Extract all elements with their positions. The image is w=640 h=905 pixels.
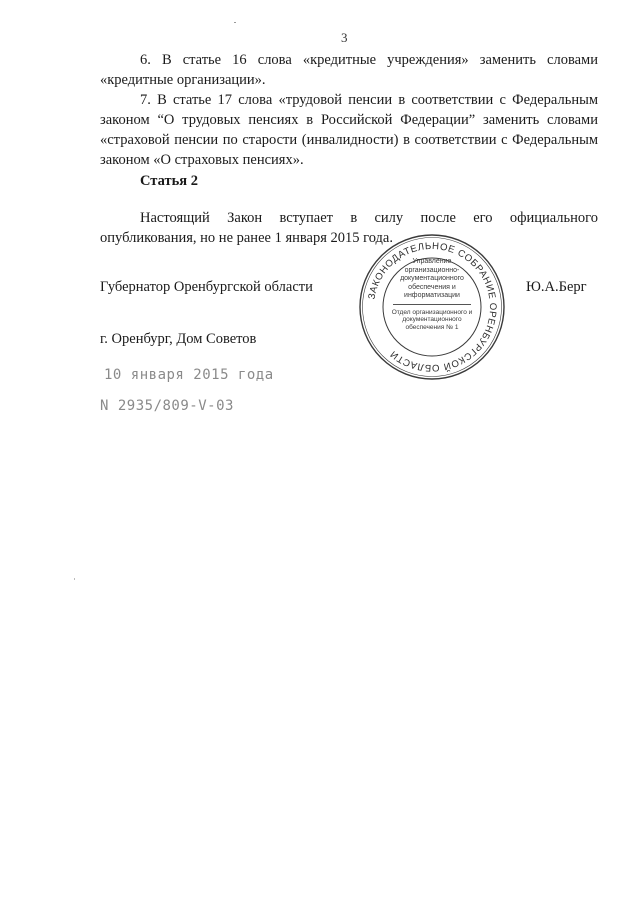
amendment-item-7: 7. В статье 17 слова «трудовой пенсии в соответствии с Федеральным законом “О трудовых пенсиях в Российской Федерации” заменить словами «страховой пенсии по старости (инвалидности) в соответствии с Федеральным законом «О страховых пенсиях». (100, 92, 598, 168)
seal-ring-text: ЗАКОНОДАТЕЛЬНОЕ СОБРАНИЕ ОРЕНБУРГСКОЙ ОБЛАСТИ (366, 240, 499, 374)
seal-department: Управление организационно-документационного обеспечения и информатизации (400, 258, 464, 299)
article-heading: Статья 2 (140, 173, 198, 189)
signatory-name: Ю.А.Берг (526, 279, 587, 295)
signing-place: г. Оренбург, Дом Советов (100, 331, 257, 347)
amendment-item-6: 6. В статье 16 слова «кредитные учреждения» заменить словами «кредитные организации». (100, 52, 598, 88)
registration-date-stamp: 10 января 2015 года (104, 367, 274, 383)
effective-date-clause: Настоящий Закон вступает в силу после его официального опубликования, но не ранее 1 января 2015 года. (100, 210, 598, 246)
official-seal (357, 232, 507, 382)
seal-sub-department: Отдел организационного и документационного обеспечения № 1 (391, 308, 473, 331)
seal-divider (393, 304, 471, 305)
page-number: 3 (341, 30, 348, 45)
scan-artifact (74, 578, 75, 580)
scan-artifact (234, 22, 236, 23)
signatory-position: Губернатор Оренбургской области (100, 279, 313, 295)
registration-number-stamp: N 2935/809-V-03 (100, 398, 234, 414)
seal-center-text (388, 258, 476, 331)
